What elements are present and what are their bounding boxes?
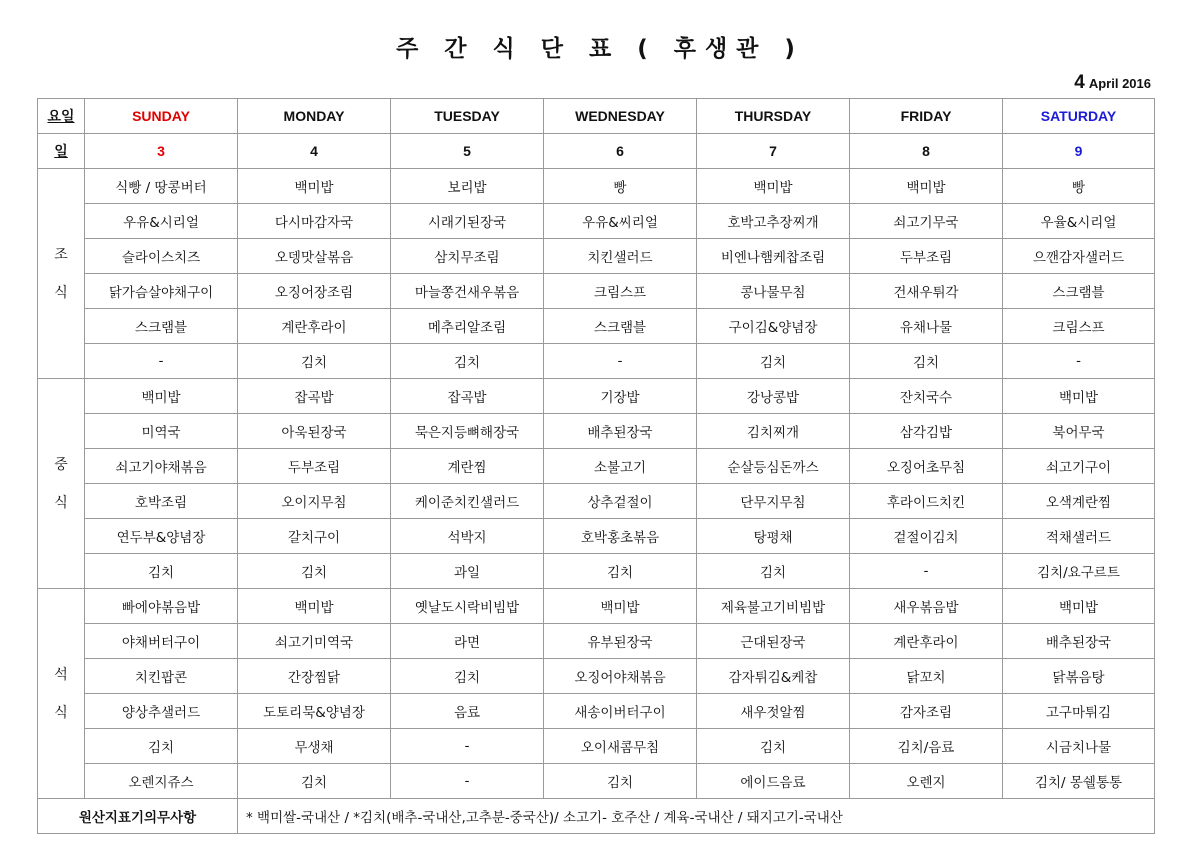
menu-cell: 백미밥 [85,379,238,414]
menu-cell: 계란후라이 [850,624,1003,659]
menu-cell: 쇠고기미역국 [238,624,391,659]
menu-cell: 갈치구이 [238,519,391,554]
menu-row-lunch [38,554,1155,589]
menu-row-breakfast [38,204,1155,239]
menu-cell: 건새우튀각 [850,274,1003,309]
menu-cell: 비엔나햄케찹조림 [697,239,850,274]
menu-cell: 겉절이김치 [850,519,1003,554]
menu-cell: - [850,554,1003,589]
menu-cell: 김치 [697,554,850,589]
menu-cell: 김치 [697,729,850,764]
date-sunday: 3 [85,134,238,169]
menu-cell: 빵 [544,169,697,204]
menu-cell: 석박지 [391,519,544,554]
menu-cell: 다시마감자국 [238,204,391,239]
menu-cell: 김치 [238,764,391,799]
menu-row-breakfast [38,274,1155,309]
weekday-label: 요일 [38,99,85,134]
menu-body [38,169,1155,799]
menu-cell: 상추겉절이 [544,484,697,519]
menu-cell: 구이김&양념장 [697,309,850,344]
menu-cell: 계란찜 [391,449,544,484]
menu-cell: 호박조림 [85,484,238,519]
menu-cell: 슬라이스치즈 [85,239,238,274]
menu-cell: 케이준치킨샐러드 [391,484,544,519]
menu-cell: 메추리알조림 [391,309,544,344]
weekday-wednesday: WEDNESDAY [544,99,697,134]
date-stamp [1074,72,1151,94]
menu-cell: 두부조림 [238,449,391,484]
menu-cell: 강낭콩밥 [697,379,850,414]
menu-row-lunch [38,414,1155,449]
menu-cell: 스크램블 [85,309,238,344]
menu-cell: 삼치무조림 [391,239,544,274]
menu-cell: 야채버터구이 [85,624,238,659]
weekday-monday: MONDAY [238,99,391,134]
menu-cell: 김치 [697,344,850,379]
menu-cell: 쇠고기구이 [1003,449,1155,484]
menu-cell: 기장밥 [544,379,697,414]
date-month-year: April 2016 [1088,76,1151,91]
menu-cell: 양상추샐러드 [85,694,238,729]
menu-cell: 근대된장국 [697,624,850,659]
menu-row-dinner [38,729,1155,764]
menu-cell: 김치 [544,554,697,589]
menu-cell: 잔치국수 [850,379,1003,414]
menu-cell: 라면 [391,624,544,659]
menu-cell: 과일 [391,554,544,589]
menu-cell: 김치 [85,729,238,764]
menu-cell: 김치 [850,344,1003,379]
menu-cell: 오이지무침 [238,484,391,519]
menu-cell: - [391,764,544,799]
menu-cell: 오색계란찜 [1003,484,1155,519]
date-day: 4 [1074,72,1085,93]
meal-label-lunch [38,379,85,589]
menu-cell: 시래기된장국 [391,204,544,239]
menu-cell: 새우젓알찜 [697,694,850,729]
date-label: 일 [38,134,85,169]
menu-cell: 보리밥 [391,169,544,204]
weekday-saturday: SATURDAY [1003,99,1155,134]
page-title: 주 간 식 단 표 ( 후생관 ) [396,36,804,62]
menu-cell: 으깬감자샐러드 [1003,239,1155,274]
menu-cell: 오이새콤무침 [544,729,697,764]
menu-cell: 우율&시리얼 [1003,204,1155,239]
date-monday: 4 [238,134,391,169]
menu-cell: 유채나물 [850,309,1003,344]
menu-cell: 연두부&양념장 [85,519,238,554]
menu-row-lunch [38,484,1155,519]
menu-cell: - [1003,344,1155,379]
menu-row-breakfast [38,169,1155,204]
menu-cell: 배추된장국 [1003,624,1155,659]
menu-cell: 에이드음료 [697,764,850,799]
menu-cell: 백미밥 [1003,589,1155,624]
menu-cell: 김치 [85,554,238,589]
menu-cell: 후라이드치킨 [850,484,1003,519]
menu-cell: 스크램블 [544,309,697,344]
menu-cell: 우유&씨리얼 [544,204,697,239]
menu-cell: 잡곡밥 [391,379,544,414]
menu-cell: 감자튀김&케찹 [697,659,850,694]
menu-cell: 오징어초무침 [850,449,1003,484]
menu-row-lunch [38,379,1155,414]
menu-cell: 치킨샐러드 [544,239,697,274]
menu-row-breakfast [38,344,1155,379]
menu-row-dinner [38,589,1155,624]
origin-label: 원산지표기의무사항 [38,799,238,834]
menu-cell: 유부된장국 [544,624,697,659]
menu-cell: 아욱된장국 [238,414,391,449]
date-tuesday: 5 [391,134,544,169]
menu-row-dinner [38,694,1155,729]
menu-cell: 오징어장조림 [238,274,391,309]
menu-cell: 두부조림 [850,239,1003,274]
menu-cell: 무생채 [238,729,391,764]
menu-cell: 김치 [544,764,697,799]
menu-cell: 백미밥 [697,169,850,204]
meal-label-char: 식 [54,284,68,301]
menu-cell: 마늘쫑건새우볶음 [391,274,544,309]
origin-row [38,799,1155,834]
menu-row-dinner [38,764,1155,799]
menu-cell: 닭가슴살야채구이 [85,274,238,309]
menu-cell: 순살등심돈까스 [697,449,850,484]
menu-row-breakfast [38,309,1155,344]
menu-cell: 간장찜닭 [238,659,391,694]
date-wednesday: 6 [544,134,697,169]
menu-cell: 음료 [391,694,544,729]
date-saturday: 9 [1003,134,1155,169]
meal-label-dinner [38,589,85,799]
menu-row-breakfast [38,239,1155,274]
menu-cell: 북어무국 [1003,414,1155,449]
menu-cell: 백미밥 [238,169,391,204]
menu-row-lunch [38,449,1155,484]
menu-cell: 계란후라이 [238,309,391,344]
date-thursday: 7 [697,134,850,169]
menu-cell: 시금치나물 [1003,729,1155,764]
menu-cell: 단무지무침 [697,484,850,519]
menu-cell: 우유&시리얼 [85,204,238,239]
menu-cell: 스크램블 [1003,274,1155,309]
menu-cell: 도토리묵&양념장 [238,694,391,729]
menu-cell: 백미밥 [1003,379,1155,414]
menu-cell: 탕평채 [697,519,850,554]
menu-cell: 닭볶음탕 [1003,659,1155,694]
menu-cell: 제육불고기비빔밥 [697,589,850,624]
meal-label-breakfast [38,169,85,379]
menu-cell: - [85,344,238,379]
meal-label-char: 중 [54,456,68,473]
menu-cell: - [544,344,697,379]
menu-cell: 미역국 [85,414,238,449]
menu-cell: 쇠고기야채볶음 [85,449,238,484]
menu-row-dinner [38,659,1155,694]
menu-cell: 오렌지쥬스 [85,764,238,799]
menu-cell: 소불고기 [544,449,697,484]
menu-cell: 빠에야볶음밥 [85,589,238,624]
menu-cell: - [391,729,544,764]
menu-cell: 크림스프 [1003,309,1155,344]
menu-cell: 적채샐러드 [1003,519,1155,554]
menu-cell: 옛날도시락비빔밥 [391,589,544,624]
weekday-sunday: SUNDAY [85,99,238,134]
date-row [38,134,1155,169]
origin-note: * 백미쌀-국내산 / *김치(배추-국내산,고추분-중국산)/ 소고기- 호주산 / 계육-국내산 / 돼지고기-국내산 [238,799,1155,834]
menu-cell: 백미밥 [238,589,391,624]
menu-cell: 김치/요구르트 [1003,554,1155,589]
menu-cell: 오뎅맛살볶음 [238,239,391,274]
weekday-thursday: THURSDAY [697,99,850,134]
menu-cell: 배추된장국 [544,414,697,449]
menu-cell: 새우볶음밥 [850,589,1003,624]
menu-cell: 빵 [1003,169,1155,204]
meal-label-char: 식 [54,704,68,721]
menu-cell: 김치 [391,344,544,379]
meal-label-char: 조 [54,246,68,263]
menu-cell: 김치 [238,554,391,589]
weekly-menu-table [37,98,1155,834]
menu-cell: 김치 [238,344,391,379]
menu-cell: 치킨팝콘 [85,659,238,694]
menu-cell: 호박홍초볶음 [544,519,697,554]
menu-row-lunch [38,519,1155,554]
menu-cell: 식빵 / 땅콩버터 [85,169,238,204]
menu-cell: 백미밥 [544,589,697,624]
menu-cell: 잡곡밥 [238,379,391,414]
menu-cell: 김치 [391,659,544,694]
menu-cell: 고구마튀김 [1003,694,1155,729]
menu-cell: 오징어야채볶음 [544,659,697,694]
menu-cell: 김치/음료 [850,729,1003,764]
menu-row-dinner [38,624,1155,659]
menu-cell: 감자조림 [850,694,1003,729]
menu-cell: 닭꼬치 [850,659,1003,694]
menu-cell: 백미밥 [850,169,1003,204]
weekday-tuesday: TUESDAY [391,99,544,134]
menu-cell: 쇠고기무국 [850,204,1003,239]
date-friday: 8 [850,134,1003,169]
weekday-row [38,99,1155,134]
menu-cell: 크림스프 [544,274,697,309]
meal-label-char: 식 [54,494,68,511]
menu-cell: 호박고추장찌개 [697,204,850,239]
menu-cell: 새송이버터구이 [544,694,697,729]
menu-cell: 오렌지 [850,764,1003,799]
menu-cell: 묵은지등뼈해장국 [391,414,544,449]
menu-cell: 김치찌개 [697,414,850,449]
menu-cell: 김치/ 몽쉘통통 [1003,764,1155,799]
meal-label-char: 석 [54,666,68,683]
menu-cell: 삼각김밥 [850,414,1003,449]
weekday-friday: FRIDAY [850,99,1003,134]
menu-cell: 콩나물무침 [697,274,850,309]
